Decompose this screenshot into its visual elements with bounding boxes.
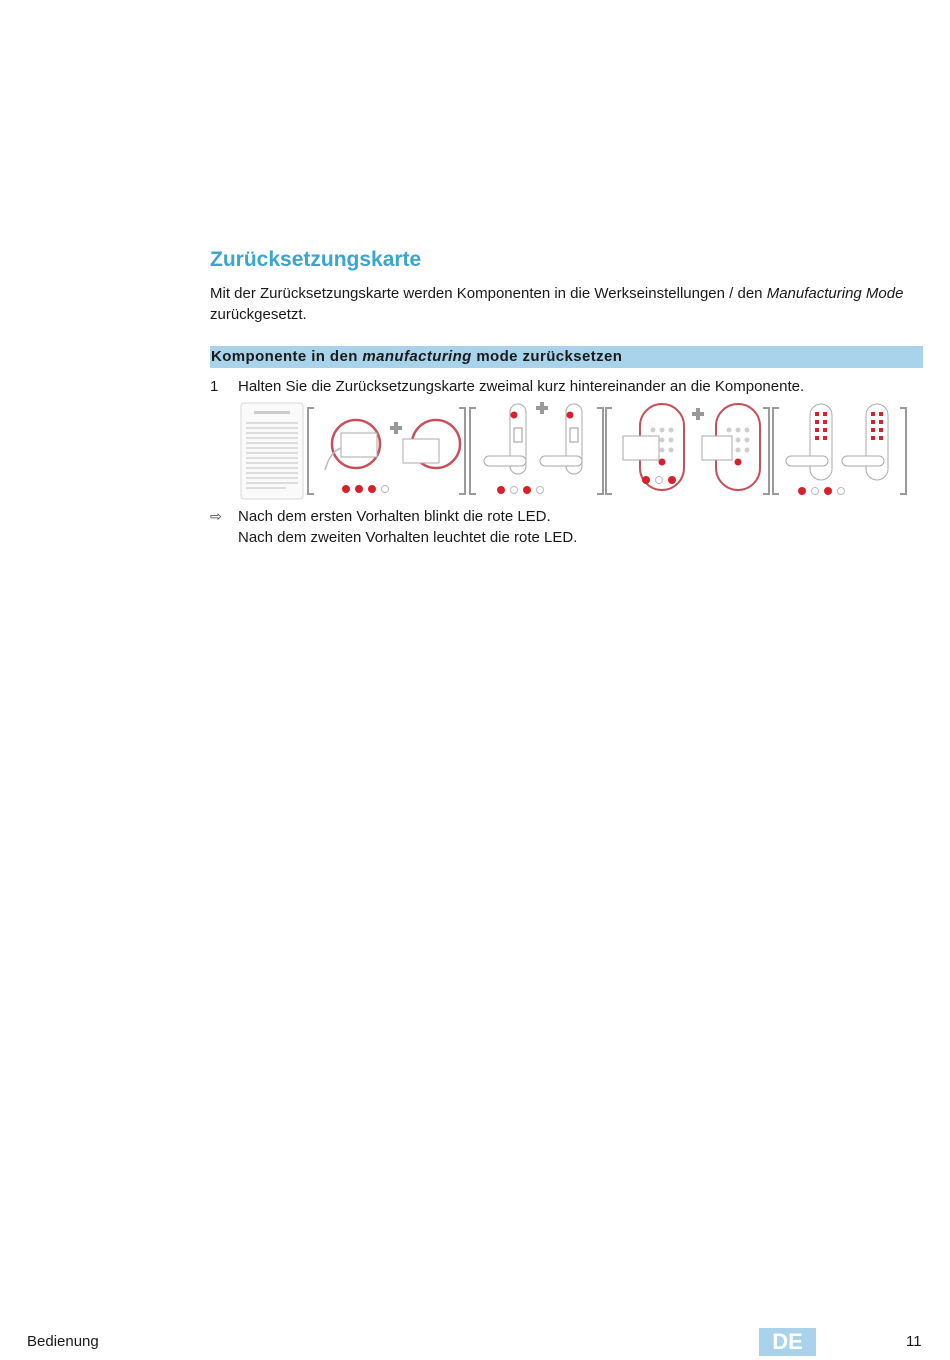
round-reader-image (308, 408, 465, 494)
keypad-reader-image (606, 404, 769, 494)
page-number: 11 (906, 1333, 922, 1350)
section-title: Zurücksetzungskarte (210, 248, 422, 271)
step-text: Halten Sie die Zurücksetzungskarte zweimal kurz hintereinander an die Komponente. (238, 378, 805, 395)
intro-text-part1: Mit der Zurücksetzungskarte werden Komponenten in die Werkseinstellungen / den (210, 285, 767, 302)
step-number: 1 (210, 378, 219, 395)
subheading-part2: mode zurücksetzen (471, 348, 623, 365)
intro-text-part2: zurückgesetzt. (210, 306, 307, 323)
result-line-2: Nach dem zweiten Vorhalten leuchtet die rote LED. (238, 529, 578, 546)
result-line-1: Nach dem ersten Vorhalten blinkt die rote LED. (238, 508, 551, 525)
subheading-part1: Komponente in den (211, 348, 363, 365)
door-handle-image (470, 402, 603, 494)
result-arrow-icon: ⇨ (210, 508, 222, 524)
language-badge: DE (759, 1328, 816, 1356)
subheading-italic: manufacturing (362, 348, 472, 365)
reset-card-image (241, 403, 303, 499)
intro-text-italic: Manufacturing Mode (766, 285, 904, 302)
footer-section-label: Bedienung (27, 1333, 99, 1350)
keypad-handle-image (773, 404, 906, 495)
subheading-band (210, 346, 923, 368)
reset-card-illustration (240, 400, 908, 500)
intro-paragraph (210, 283, 920, 325)
